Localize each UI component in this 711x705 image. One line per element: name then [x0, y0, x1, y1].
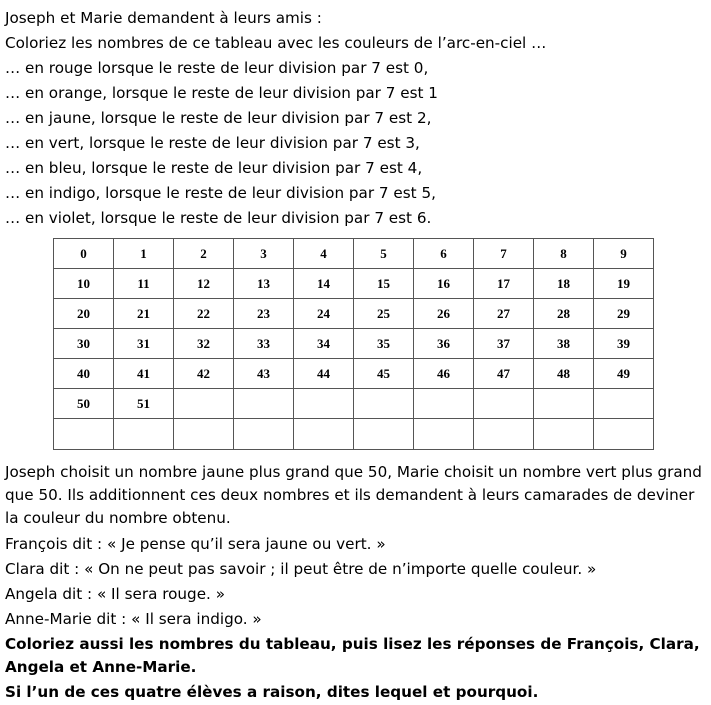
- table-cell: 11: [114, 269, 174, 299]
- rule-red-line: … en rouge lorsque le reste de leur division par 7 est 0,: [5, 59, 429, 77]
- instruction-line: Angela et Anne-Marie.: [5, 658, 197, 676]
- table-cell: 41: [114, 359, 174, 389]
- table-cell: 36: [414, 329, 474, 359]
- table-cell: 51: [114, 389, 174, 419]
- story-line: la couleur du nombre obtenu.: [5, 509, 231, 527]
- table-cell: 4: [294, 239, 354, 269]
- table-cell: [474, 419, 534, 450]
- table-cell: 33: [234, 329, 294, 359]
- rule-yellow-line: … en jaune, lorsque le reste de leur division par 7 est 2,: [5, 109, 432, 127]
- table-cell: 0: [54, 239, 114, 269]
- table-cell: [414, 389, 474, 419]
- table-cell: [234, 419, 294, 450]
- table-cell: 14: [294, 269, 354, 299]
- table-cell: 31: [114, 329, 174, 359]
- table-cell: [534, 419, 594, 450]
- table-cell: [594, 389, 654, 419]
- table-cell: 8: [534, 239, 594, 269]
- quote-francois: François dit : « Je pense qu’il sera jaune ou vert. »: [5, 535, 386, 553]
- table-cell: 49: [594, 359, 654, 389]
- table-row: [54, 359, 654, 389]
- instruction-line: Si l’un de ces quatre élèves a raison, dites lequel et pourquoi.: [5, 683, 539, 701]
- table-cell: 27: [474, 299, 534, 329]
- table-cell: 30: [54, 329, 114, 359]
- table-cell: 6: [414, 239, 474, 269]
- table-cell: 5: [354, 239, 414, 269]
- quote-clara: Clara dit : « On ne peut pas savoir ; il peut être de n’importe quelle couleur. »: [5, 560, 597, 578]
- table-cell: 17: [474, 269, 534, 299]
- table-cell: 21: [114, 299, 174, 329]
- table-cell: 45: [354, 359, 414, 389]
- table-cell: 10: [54, 269, 114, 299]
- table-cell: 20: [54, 299, 114, 329]
- story-line: Joseph choisit un nombre jaune plus grand que 50, Marie choisit un nombre vert plus grand: [5, 463, 702, 481]
- rule-violet-line: … en violet, lorsque le reste de leur division par 7 est 6.: [5, 209, 432, 227]
- table-cell: 25: [354, 299, 414, 329]
- table-cell: 39: [594, 329, 654, 359]
- table-cell: [354, 389, 414, 419]
- table-cell: 48: [534, 359, 594, 389]
- table-cell: 9: [594, 239, 654, 269]
- table-cell: [54, 419, 114, 450]
- table-cell: [114, 419, 174, 450]
- table-cell: 43: [234, 359, 294, 389]
- table-cell: 22: [174, 299, 234, 329]
- quote-anne-marie: Anne-Marie dit : « Il sera indigo. »: [5, 610, 262, 628]
- table-cell: [174, 389, 234, 419]
- table-cell: 2: [174, 239, 234, 269]
- table-cell: 35: [354, 329, 414, 359]
- table-cell: 34: [294, 329, 354, 359]
- table-row: [54, 299, 654, 329]
- table-cell: [294, 389, 354, 419]
- table-cell: 37: [474, 329, 534, 359]
- table-cell: [294, 419, 354, 450]
- rule-blue-line: … en bleu, lorsque le reste de leur division par 7 est 4,: [5, 159, 423, 177]
- table-cell: [474, 389, 534, 419]
- table-cell: 23: [234, 299, 294, 329]
- intro-line: Coloriez les nombres de ce tableau avec les couleurs de l’arc-en-ciel …: [5, 34, 547, 52]
- table-cell: 46: [414, 359, 474, 389]
- table-cell: 1: [114, 239, 174, 269]
- table-row: [54, 269, 654, 299]
- rule-green-line: … en vert, lorsque le reste de leur division par 7 est 3,: [5, 134, 420, 152]
- table-cell: 44: [294, 359, 354, 389]
- table-cell: 13: [234, 269, 294, 299]
- table-cell: 32: [174, 329, 234, 359]
- table-cell: 47: [474, 359, 534, 389]
- number-table: [53, 238, 654, 450]
- table-cell: 3: [234, 239, 294, 269]
- table-cell: 24: [294, 299, 354, 329]
- table-cell: 42: [174, 359, 234, 389]
- table-cell: [414, 419, 474, 450]
- table-cell: [234, 389, 294, 419]
- table-cell: [354, 419, 414, 450]
- table-cell: 38: [534, 329, 594, 359]
- table-cell: 29: [594, 299, 654, 329]
- table-row: [54, 329, 654, 359]
- table-row: [54, 239, 654, 269]
- instruction-line: Coloriez aussi les nombres du tableau, puis lisez les réponses de François, Clara,: [5, 635, 700, 653]
- rule-indigo-line: … en indigo, lorsque le reste de leur division par 7 est 5,: [5, 184, 436, 202]
- quote-angela: Angela dit : « Il sera rouge. »: [5, 585, 225, 603]
- table-cell: [594, 419, 654, 450]
- table-row: [54, 419, 654, 450]
- table-cell: 16: [414, 269, 474, 299]
- table-cell: 28: [534, 299, 594, 329]
- table-row: [54, 389, 654, 419]
- intro-line: Joseph et Marie demandent à leurs amis :: [5, 9, 322, 27]
- table-cell: 26: [414, 299, 474, 329]
- table-cell: 7: [474, 239, 534, 269]
- table-cell: 19: [594, 269, 654, 299]
- table-cell: 50: [54, 389, 114, 419]
- table-cell: [174, 419, 234, 450]
- table-cell: 40: [54, 359, 114, 389]
- table-cell: 15: [354, 269, 414, 299]
- table-cell: [534, 389, 594, 419]
- table-cell: 18: [534, 269, 594, 299]
- table-cell: 12: [174, 269, 234, 299]
- story-line: que 50. Ils additionnent ces deux nombres et ils demandent à leurs camarades de deviner: [5, 486, 695, 504]
- rule-orange-line: … en orange, lorsque le reste de leur division par 7 est 1: [5, 84, 438, 102]
